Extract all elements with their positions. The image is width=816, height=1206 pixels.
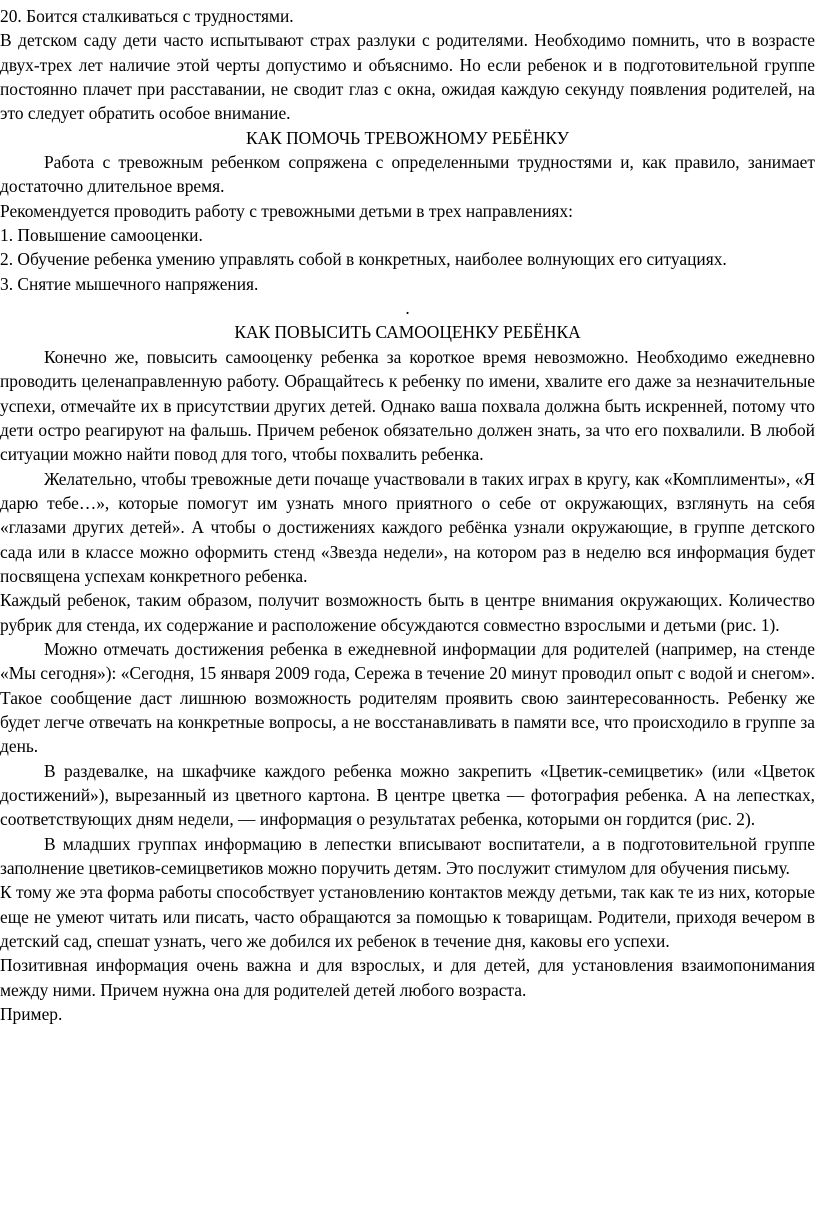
section-2-paragraph: Позитивная информация очень важна и для взрослых, и для детей, для установления взаимопонимания между ними. Причем нужна она для родителей детей любого возраста. — [0, 955, 815, 1000]
list-item: 2. Обучение ребенка умению управлять собой в конкретных, наиболее волнующих его ситуациях. — [0, 249, 727, 270]
section-2-paragraph: Конечно же, повысить самооценку ребенка за короткое время невозможно. Необходимо ежедневно проводить целенаправленную работу. Обращайтесь к ребенку по имени, хвалите его даже за незначительные успехи, отмечайте их в присутствии других детей. Однако ваша похвала должна быть искренней, потому что дети остро реагируют на фальшь. Причем ребенок обязательно должен знать, за что его похвалили. В любой ситуации можно найти повод для того, чтобы похвалить ребенка. — [0, 346, 815, 465]
section-2-paragraph: В раздевалке, на шкафчике каждого ребенка можно закрепить «Цветик-семицветик» (или «Цветок достижений»), вырезанный из цветного картона. В центре цветка — фотография ребенка. А на лепестках, соответствующих дням недели, — информация о результатах ребенка, которыми он гордится (рис. 2). — [0, 760, 815, 830]
section-2-paragraph: Желательно, чтобы тревожные дети почаще участвовали в таких играх в кругу, как «Комплименты», «Я дарю тебе…», которые помогут им узнать много приятного о себе от окружающих, взглянуть на себя «глазами других детей». А чтобы о достижениях каждого ребёнка узнали окружающие, в группе детского сада или в классе можно оформить стенд «Звезда недели», на котором раз в неделю вся информация будет посвящена успехам конкретного ребенка. — [0, 468, 815, 586]
list-item: 3. Снятие мышечного напряжения. — [0, 273, 259, 294]
intro-item: 20. Боится сталкиваться с трудностями. — [0, 6, 294, 26]
section-2-paragraph: Каждый ребенок, таким образом, получит возможность быть в центре внимания окружающих. Количество рубрик для стенда, их содержание и расположение обсуждаются совместно взрослыми и детьми (рис. 1). — [0, 590, 815, 635]
section-1-paragraph-2: Рекомендуется проводить работу с тревожными детьми в трех направлениях: — [0, 200, 573, 221]
separator-dot: . — [405, 298, 410, 319]
document-body — [0, 4, 815, 1026]
intro-paragraph: В детском саду дети часто испытывают страх разлуки с родителями. Необходимо помнить, что в возрасте двух-трех лет наличие этой черты допустимо и объяснимо. Но если ребенок и в подготовительной группе постоянно плачет при расставании, не сводит глаз с окна, ожидая каждую секунду появления родителей, на это следует обратить особое внимание. — [0, 30, 815, 124]
heading-raise-self-esteem: КАК ПОВЫСИТЬ САМООЦЕНКУ РЕБЁНКА — [234, 322, 581, 343]
section-2-paragraph: Пример. — [0, 1004, 63, 1025]
list-item: 1. Повышение самооценки. — [0, 225, 203, 246]
section-2-paragraph: Можно отмечать достижения ребенка в ежедневной информации для родителей (например, на стенде «Мы сегодня»): «Сегодня, 15 января 2009 года, Сережа в течение 20 минут проводил опыт с водой и снегом». Такое сообщение даст лишнюю возможность родителям проявить свою заинтересованность. Ребенку же будет легче отвечать на конкретные вопросы, а не восстанавливать в памяти все, что происходило в группе за день. — [0, 638, 815, 757]
section-2-paragraph: В младших группах информацию в лепестки вписывают воспитатели, а в подготовительной группе заполнение цветиков-семицветиков можно поручить детям. Это послужит стимулом для обучения письму. — [0, 833, 815, 879]
section-1-paragraph-1: Работа с тревожным ребенком сопряжена с определенными трудностями и, как правило, занимает достаточно длительное время. — [0, 152, 815, 197]
heading-help-anxious-child: КАК ПОМОЧЬ ТРЕВОЖНОМУ РЕБЁНКУ — [246, 127, 569, 148]
section-2-paragraph: К тому же эта форма работы способствует установлению контактов между детьми, так как те из них, которые еще не умеют читать или писать, часто обращаются за помощью к товарищам. Родители, приходя вечером в детский сад, спешат узнать, чего же добился их ребенок в течение дня, каковы его успехи. — [0, 882, 815, 952]
